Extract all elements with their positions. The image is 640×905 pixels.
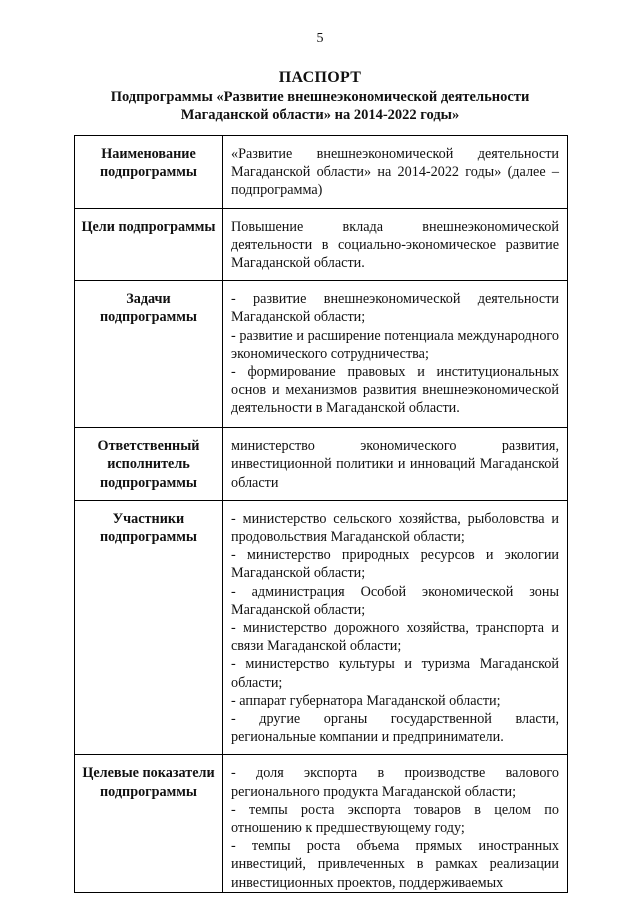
document-title: ПАСПОРТ bbox=[278, 69, 362, 86]
document-subtitle-line-1: Подпрограммы «Развитие внешнеэкономической деятельности bbox=[110, 89, 530, 105]
table-row-goals bbox=[75, 208, 568, 281]
row-label-responsible: Ответственный исполнитель подпрограммы bbox=[75, 428, 223, 501]
value-line: - аппарат губернатора Магаданской области; bbox=[231, 692, 501, 709]
row-value-indicators bbox=[223, 755, 568, 892]
value-line: «Развитие внешнеэкономической деятельности Магаданской области» на 2014-2022 годы» (далее – подпрограмма) bbox=[231, 146, 559, 199]
value-line: - доля экспорта в производстве валового регионального продукта Магаданской области; bbox=[231, 765, 559, 800]
row-label-goals: Цели подпрограммы bbox=[75, 208, 223, 281]
row-value-goals bbox=[223, 208, 568, 281]
value-line: - развитие внешнеэкономической деятельности Магаданской области; bbox=[231, 291, 559, 326]
row-value-responsible bbox=[223, 428, 568, 501]
table-row-tasks bbox=[75, 281, 568, 428]
table-row-name bbox=[75, 136, 568, 209]
table-row-participants bbox=[75, 500, 568, 755]
value-line: - другие органы государственной власти, региональные компании и предприниматели. bbox=[231, 711, 559, 746]
document-subtitle-line-2: Магаданской области» на 2014-2022 годы» bbox=[180, 107, 460, 123]
row-value-name bbox=[223, 136, 568, 209]
value-line: - министерство природных ресурсов и экологии Магаданской области; bbox=[231, 547, 559, 582]
value-line: - министерство культуры и туризма Магаданской области; bbox=[231, 656, 559, 691]
value-line: министерство экономического развития, инвестиционной политики и инноваций Магаданской области bbox=[231, 438, 559, 491]
value-line: - министерство сельского хозяйства, рыболовства и продовольствия Магаданской области; bbox=[231, 510, 559, 546]
row-label-tasks: Задачи подпрограммы bbox=[75, 281, 223, 428]
value-line: - темпы роста экспорта товаров в целом по отношению к предшествующему году; bbox=[231, 801, 559, 837]
document-title-block bbox=[80, 68, 560, 124]
row-value-participants bbox=[223, 500, 568, 755]
table-row-responsible bbox=[75, 428, 568, 501]
row-label-indicators: Целевые показатели подпрограммы bbox=[75, 755, 223, 892]
value-line: - министерство дорожного хозяйства, транспорта и связи Магаданской области; bbox=[231, 620, 559, 655]
value-line: - темпы роста объема прямых иностранных инвестиций, привлеченных в рамках реализации инвестиционных проектов, поддерживаемых bbox=[231, 838, 559, 891]
page-number: 5 bbox=[316, 31, 324, 46]
passport-table bbox=[74, 135, 568, 893]
value-line: - формирование правовых и институциональных основ и механизмов развития внешнеэкономической деятельности в Магаданской области. bbox=[231, 364, 559, 417]
value-line: - администрация Особой экономической зоны Магаданской области; bbox=[231, 583, 559, 618]
row-label-name: Наименование подпрограммы bbox=[75, 136, 223, 209]
value-line: - развитие и расширение потенциала международного экономического сотрудничества; bbox=[231, 327, 559, 362]
row-value-tasks bbox=[223, 281, 568, 428]
table-row-indicators bbox=[75, 755, 568, 892]
row-label-participants: Участники подпрограммы bbox=[75, 500, 223, 755]
value-line: Повышение вклада внешнеэкономической деятельности в социально-экономическое развитие Магаданской области. bbox=[231, 218, 559, 272]
